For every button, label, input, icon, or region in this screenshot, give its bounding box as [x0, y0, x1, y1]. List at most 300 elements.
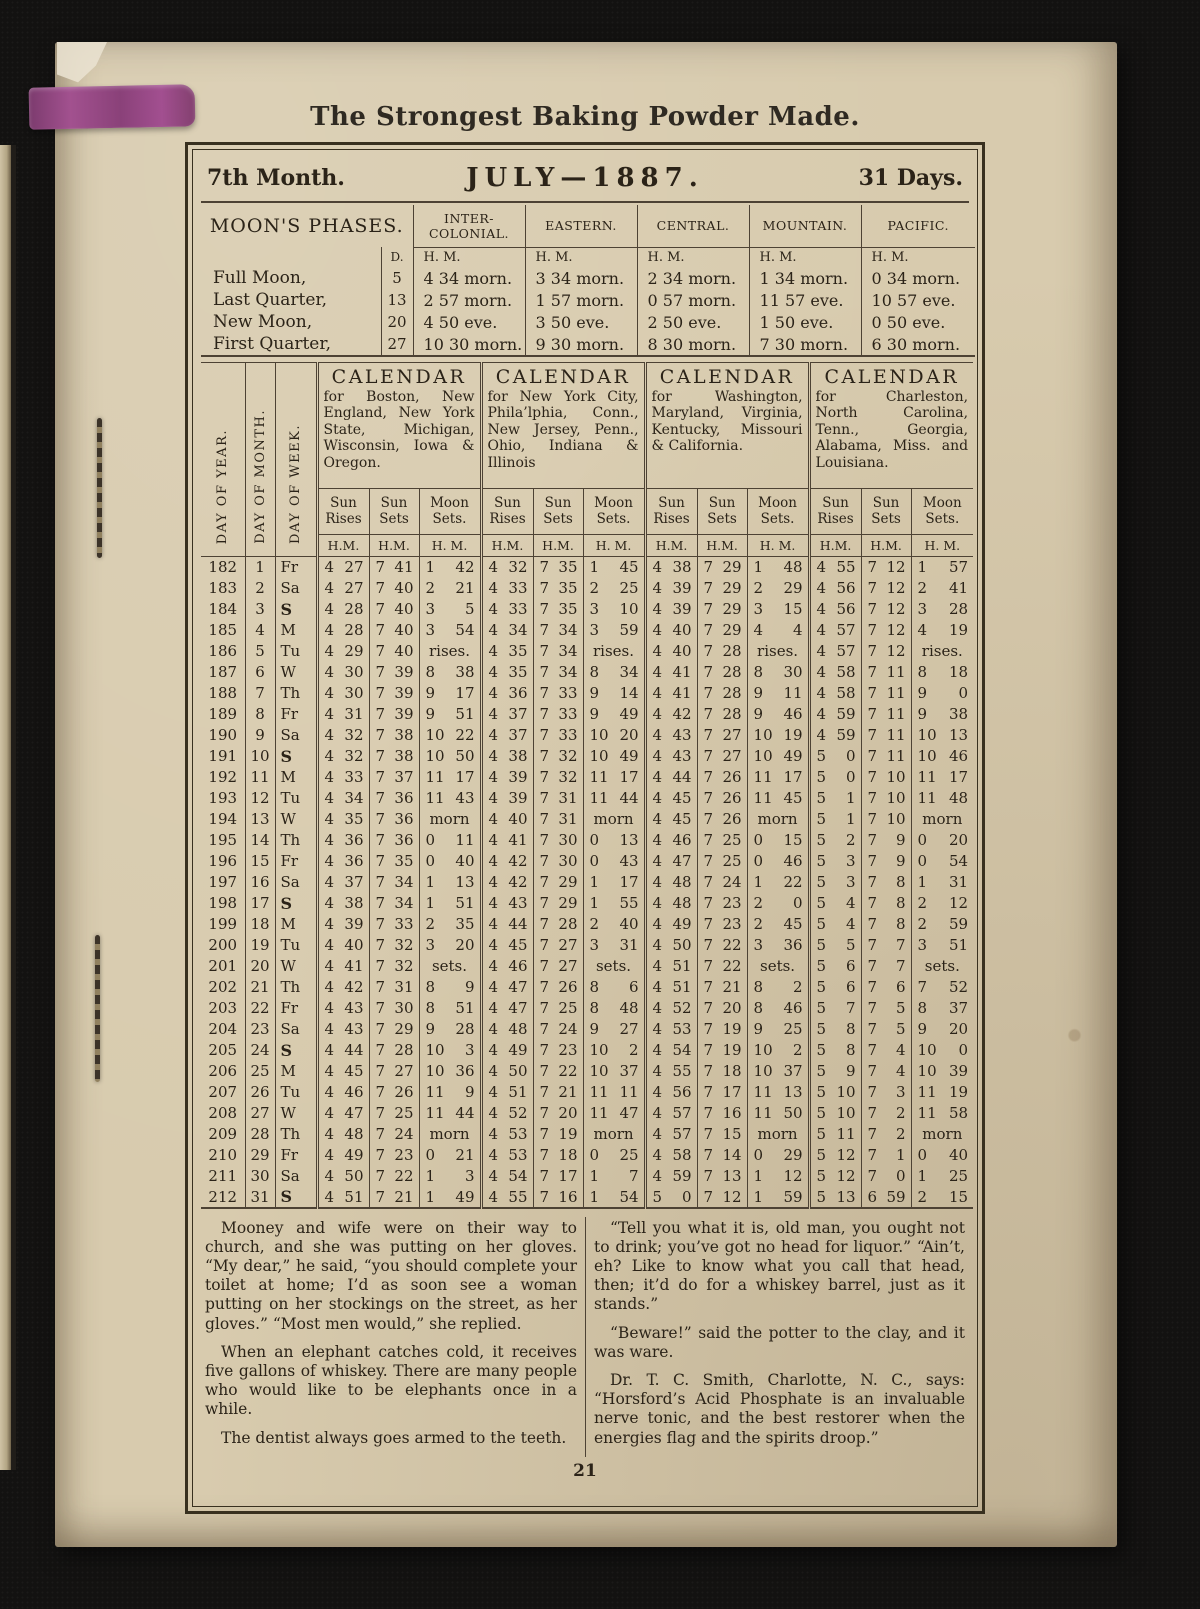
calendar-time-cell: 1 25	[911, 1166, 973, 1187]
day-of-year-cell: 209	[208, 1125, 238, 1143]
calendar-time-cell: 7 8	[861, 872, 911, 893]
calendar-day-row	[201, 1040, 973, 1061]
calendar-time-cell: 4 39	[645, 578, 697, 599]
calendar-time-cell: 4 39	[481, 788, 533, 809]
calendar-time-cell: 11 17	[583, 767, 645, 788]
moon-phase-name: Last Quarter,	[213, 290, 328, 310]
calendar-time-cell: 9 25	[747, 1019, 809, 1040]
calendar-day-row	[201, 683, 973, 704]
calendar-time-cell: 3 5	[419, 599, 481, 620]
moon-phase-time: 3 50 eve.	[525, 311, 637, 333]
day-of-week-cell: W	[275, 1103, 317, 1124]
moon-day-header: D.	[381, 247, 413, 267]
day-of-week-cell: S	[275, 599, 317, 620]
calendar-time-cell: 4 46	[645, 830, 697, 851]
moon-phase-time: 11 57 eve.	[749, 289, 861, 311]
calendar-time-cell: 7 41	[369, 557, 419, 578]
calendar-time-cell: 0 43	[583, 851, 645, 872]
calendar-time-cell: 2 59	[911, 914, 973, 935]
day-of-month-cell: 28	[245, 1124, 275, 1145]
calendar-time-cell: 3 20	[419, 935, 481, 956]
binding-stitch	[95, 935, 100, 1082]
calendar-time-cell: rises.	[911, 641, 973, 662]
calendar-time-cell: 7 2	[861, 1103, 911, 1124]
calendar-day-row	[201, 788, 973, 809]
day-of-year-cell: 189	[208, 705, 238, 723]
day-of-year-cell: 208	[208, 1104, 238, 1122]
calendar-time-cell: 7 25	[369, 1103, 419, 1124]
calendar-day-row	[201, 1061, 973, 1082]
calendar-time-cell: 1 22	[747, 872, 809, 893]
calendar-time-cell: 4 58	[645, 1145, 697, 1166]
calendar-time-cell: 4 56	[645, 1082, 697, 1103]
moon-phase-row	[201, 333, 975, 356]
day-of-month-cell: 9	[245, 725, 275, 746]
calendar-time-cell: 10 39	[911, 1061, 973, 1082]
calendar-day-row	[201, 1082, 973, 1103]
calendar-time-cell: 11 58	[911, 1103, 973, 1124]
calendar-time-cell: 9 46	[747, 704, 809, 725]
calendar-time-cell: 7 21	[369, 1187, 419, 1208]
day-of-week-cell: Th	[275, 1124, 317, 1145]
moon-phase-time: 0 57 morn.	[637, 289, 749, 311]
calendar-time-cell: 10 20	[583, 725, 645, 746]
calendar-time-cell: 7 1	[861, 1145, 911, 1166]
day-of-year-cell: 199	[208, 915, 238, 933]
calendar-time-cell: 7 30	[533, 851, 583, 872]
day-of-year-cell: 192	[208, 768, 238, 786]
day-of-year-cell: 202	[208, 978, 238, 996]
calendar-time-cell: 4 41	[645, 662, 697, 683]
calendar-day-row	[201, 746, 973, 767]
day-of-week-cell: Fr	[275, 1145, 317, 1166]
calendar-time-cell: morn	[583, 1124, 645, 1145]
calendar-time-cell: morn	[583, 809, 645, 830]
calendar-time-cell: 7 37	[369, 767, 419, 788]
calendar-time-cell: 4 54	[481, 1166, 533, 1187]
calendar-time-cell: morn	[911, 809, 973, 830]
calendar-time-cell: 7 29	[533, 872, 583, 893]
calendar-time-cell: 11 48	[911, 788, 973, 809]
day-of-year-cell: 184	[208, 600, 238, 618]
calendar-time-cell: 4 47	[317, 1103, 369, 1124]
calendar-time-cell: 7 22	[369, 1166, 419, 1187]
day-of-month-cell: 16	[245, 872, 275, 893]
anecdote-paragraph: When an elephant catches cold, it receives five gallons of whiskey. There are many people who would like to be elephants once in a while.	[205, 1342, 577, 1419]
calendar-time-cell: 4 59	[809, 704, 861, 725]
column-header: Sun Sets	[697, 489, 747, 535]
calendar-time-cell: 5 10	[809, 1082, 861, 1103]
calendar-day-row	[201, 1124, 973, 1145]
day-of-month-cell: 20	[245, 956, 275, 977]
day-of-year-cell: 211	[208, 1167, 238, 1185]
calendar-time-cell: 7 24	[533, 1019, 583, 1040]
calendar-time-cell: 4 19	[911, 620, 973, 641]
ribbon-bookmark	[29, 84, 196, 129]
moon-zone-header: PACIFIC.	[861, 205, 975, 247]
calendar-time-cell: 5 0	[809, 746, 861, 767]
hm-header: H.M.	[317, 535, 369, 557]
calendar-time-cell: 7 39	[369, 662, 419, 683]
calendar-time-cell: morn	[747, 809, 809, 830]
calendar-time-cell: 0 54	[911, 851, 973, 872]
day-of-year-cell: 188	[208, 684, 238, 702]
day-of-month-cell: 15	[245, 851, 275, 872]
calendar-time-cell: 4 31	[317, 704, 369, 725]
day-of-year-cell: 187	[208, 663, 238, 681]
calendar-time-cell: 7 28	[697, 641, 747, 662]
calendar-time-cell: 5 12	[809, 1166, 861, 1187]
calendar-time-cell: 4 35	[317, 809, 369, 830]
calendar-time-cell: 7 11	[861, 683, 911, 704]
calendar-time-cell: 7 11	[861, 725, 911, 746]
calendar-time-cell: 7 15	[697, 1124, 747, 1145]
calendar-time-cell: 0 29	[747, 1145, 809, 1166]
calendar-time-cell: 5 1	[809, 809, 861, 830]
calendar-time-cell: 4 56	[809, 578, 861, 599]
calendar-day-row	[201, 809, 973, 830]
calendar-day-row	[201, 767, 973, 788]
calendar-time-cell: 7 22	[533, 1061, 583, 1082]
calendar-time-cell: 2 15	[911, 1187, 973, 1208]
calendar-time-cell: 7 30	[369, 998, 419, 1019]
calendar-time-cell: 7 12	[861, 641, 911, 662]
moon-phase-time: 0 50 eve.	[861, 311, 975, 333]
calendar-time-cell: 4 47	[481, 977, 533, 998]
calendar-time-cell: 7 27	[697, 746, 747, 767]
calendar-time-cell: 7 28	[697, 683, 747, 704]
day-of-month-cell: 24	[245, 1040, 275, 1061]
calendar-time-cell: 7 31	[533, 809, 583, 830]
calendar-time-cell: 11 17	[911, 767, 973, 788]
calendar-time-cell: 4 40	[317, 935, 369, 956]
calendar-time-cell: 4 54	[645, 1040, 697, 1061]
calendar-time-cell: 2 29	[747, 578, 809, 599]
anecdote-paragraph: Dr. T. C. Smith, Charlotte, N. C., says: “Horsford’s Acid Phosphate is an invaluable nerve tonic, and the best restorer when the energies flag and the spirits droop.”	[594, 1371, 965, 1447]
calendar-time-cell: 4 58	[809, 662, 861, 683]
day-of-week-cell: M	[275, 620, 317, 641]
calendar-time-cell: 5 5	[809, 935, 861, 956]
calendar-time-cell: 7 39	[369, 704, 419, 725]
day-of-year-cell: 203	[208, 999, 238, 1017]
calendar-time-cell: 4 49	[645, 914, 697, 935]
calendar-time-cell: 0 25	[583, 1145, 645, 1166]
day-of-year-cell: 193	[208, 789, 238, 807]
calendar-time-cell: 7 36	[369, 809, 419, 830]
calendar-time-cell: 1 3	[419, 1166, 481, 1187]
calendar-time-cell: 1 54	[583, 1187, 645, 1208]
calendar-time-cell: 7 11	[861, 704, 911, 725]
calendar-time-cell: 5 8	[809, 1019, 861, 1040]
calendar-time-cell: 8 6	[583, 977, 645, 998]
calendar-time-cell: 7 31	[369, 977, 419, 998]
calendar-time-cell: 4 28	[317, 599, 369, 620]
calendar-time-cell: 4 32	[481, 557, 533, 578]
calendar-time-cell: 7 13	[697, 1166, 747, 1187]
moon-hm-header: H. M.	[861, 247, 975, 267]
rotated-header: DAY OF WEEK.	[275, 363, 317, 557]
calendar-time-cell: 5 2	[809, 830, 861, 851]
day-of-month-cell: 4	[245, 620, 275, 641]
calendar-time-cell: 7 38	[369, 746, 419, 767]
calendar-time-cell: 1 51	[419, 893, 481, 914]
calendar-group-header	[809, 363, 973, 489]
calendar-time-cell: 7 26	[369, 1082, 419, 1103]
calendar-group-header-row	[201, 363, 973, 489]
calendar-time-cell: 9 20	[911, 1019, 973, 1040]
calendar-time-cell: 7 34	[533, 620, 583, 641]
calendar-time-cell: 7 28	[697, 704, 747, 725]
calendar-time-cell: 4 48	[645, 893, 697, 914]
calendar-time-cell: 7 40	[369, 641, 419, 662]
calendar-time-cell: 7 23	[533, 1040, 583, 1061]
calendar-time-cell: 11 50	[747, 1103, 809, 1124]
day-of-year-cell: 195	[208, 831, 238, 849]
calendar-time-cell: 7 32	[369, 935, 419, 956]
calendar-day-row	[201, 893, 973, 914]
anecdote-paragraph: The dentist always goes armed to the teeth.	[221, 1428, 567, 1447]
calendar-time-cell: 4 41	[645, 683, 697, 704]
day-of-week-cell: S	[275, 1187, 317, 1208]
calendar-group-title: CALENDAR	[495, 366, 631, 388]
day-of-week-cell: Th	[275, 977, 317, 998]
calendar-day-row	[201, 704, 973, 725]
calendar-time-cell: 2 45	[747, 914, 809, 935]
hm-header: H. M.	[911, 535, 973, 557]
hm-header: H.M.	[533, 535, 583, 557]
day-of-year-cell: 205	[208, 1041, 238, 1059]
moon-hm-header: H. M.	[749, 247, 861, 267]
calendar-time-cell: 4 45	[317, 1061, 369, 1082]
calendar-time-cell: 7 27	[369, 1061, 419, 1082]
calendar-time-cell: 7 21	[533, 1082, 583, 1103]
calendar-time-cell: 9 51	[419, 704, 481, 725]
calendar-time-cell: 4 45	[481, 935, 533, 956]
calendar-time-cell: 6 59	[861, 1187, 911, 1208]
calendar-time-cell: 10 22	[419, 725, 481, 746]
calendar-time-cell: 8 37	[911, 998, 973, 1019]
day-of-year-cell: 204	[208, 1020, 238, 1038]
hm-header: H.M.	[369, 535, 419, 557]
anecdote-paragraph: “Beware!” said the potter to the clay, and it was ware.	[594, 1323, 965, 1361]
calendar-time-cell: 7 29	[697, 557, 747, 578]
month-label: 7th Month.	[207, 165, 345, 191]
day-of-week-cell: W	[275, 662, 317, 683]
calendar-day-row	[201, 620, 973, 641]
calendar-time-cell: 7 23	[697, 914, 747, 935]
hm-header: H.M.	[861, 535, 911, 557]
calendar-time-cell: 7 33	[533, 704, 583, 725]
anecdote-paragraph: Mooney and wife were on their way to church, and she was putting on her gloves. “My dear,” he said, “you should complete your toilet at home; I’d as soon see a woman putting on her stockings on the street, as her gloves.” “Most men would,” she replied.	[205, 1218, 577, 1333]
calendar-time-cell: 3 51	[911, 935, 973, 956]
calendar-time-cell: 7 28	[697, 662, 747, 683]
calendar-time-cell: 4 4	[747, 620, 809, 641]
calendar-time-cell: 3 54	[419, 620, 481, 641]
moon-phase-time: 2 34 morn.	[637, 267, 749, 289]
calendar-time-cell: 4 30	[317, 683, 369, 704]
calendar-time-cell: 0 11	[419, 830, 481, 851]
moon-hm-header: H. M.	[637, 247, 749, 267]
calendar-time-cell: 4 46	[481, 956, 533, 977]
calendar-time-cell: 7 29	[369, 1019, 419, 1040]
calendar-time-cell: 10 19	[747, 725, 809, 746]
day-of-month-cell: 26	[245, 1082, 275, 1103]
day-of-week-cell: M	[275, 1061, 317, 1082]
day-of-week-cell: W	[275, 956, 317, 977]
calendar-time-cell: 7 22	[697, 956, 747, 977]
calendar-time-cell: 2 12	[911, 893, 973, 914]
calendar-time-cell: 7 0	[861, 1166, 911, 1187]
column-header: Sun Rises	[645, 489, 697, 535]
calendar-time-cell: 7 22	[697, 935, 747, 956]
calendar-time-cell: 7 36	[369, 830, 419, 851]
calendar-time-cell: 8 38	[419, 662, 481, 683]
calendar-time-cell: 7 33	[533, 683, 583, 704]
moon-phase-row	[201, 289, 975, 311]
calendar-time-cell: 10 2	[583, 1040, 645, 1061]
moon-phase-day: 13	[381, 289, 413, 311]
day-of-year-cell: 197	[208, 873, 238, 891]
calendar-time-cell: 7 32	[369, 956, 419, 977]
moon-phase-time: 0 34 morn.	[861, 267, 975, 289]
calendar-time-cell: 7 19	[697, 1040, 747, 1061]
calendar-time-cell: rises.	[419, 641, 481, 662]
calendar-day-row	[201, 578, 973, 599]
calendar-group-header	[481, 363, 645, 489]
day-of-week-cell: Sa	[275, 872, 317, 893]
calendar-group-header	[317, 363, 481, 489]
calendar-time-cell: 7 28	[369, 1040, 419, 1061]
day-of-week-cell: Sa	[275, 1166, 317, 1187]
calendar-time-cell: 4 43	[645, 725, 697, 746]
calendar-day-row	[201, 1103, 973, 1124]
moon-header-row	[201, 205, 975, 247]
calendar-time-cell: 9 49	[583, 704, 645, 725]
calendar-time-cell: 1 42	[419, 557, 481, 578]
calendar-time-cell: 9 14	[583, 683, 645, 704]
calendar-time-cell: 4 35	[481, 641, 533, 662]
calendar-time-cell: 10 46	[911, 746, 973, 767]
day-of-month-cell: 3	[245, 599, 275, 620]
calendar-time-cell: sets.	[419, 956, 481, 977]
calendar-time-cell: 7 8	[861, 893, 911, 914]
calendar-time-cell: 7 33	[533, 725, 583, 746]
calendar-time-cell: 7 26	[697, 767, 747, 788]
day-of-week-cell: Tu	[275, 641, 317, 662]
moon-phase-time: 1 57 morn.	[525, 289, 637, 311]
day-of-year-cell: 210	[208, 1146, 238, 1164]
calendar-time-cell: 4 40	[645, 641, 697, 662]
calendar-time-cell: 4 33	[317, 767, 369, 788]
moon-phase-time: 1 34 morn.	[749, 267, 861, 289]
calendar-time-cell: 4 38	[481, 746, 533, 767]
moon-phase-time: 6 30 morn.	[861, 333, 975, 356]
day-of-month-cell: 7	[245, 683, 275, 704]
column-header: Sun Rises	[809, 489, 861, 535]
calendar-time-cell: 7 9	[861, 830, 911, 851]
column-header: Moon Sets.	[419, 489, 481, 535]
calendar-time-cell: 4 42	[481, 872, 533, 893]
column-header: Sun Sets	[861, 489, 911, 535]
column-header: Sun Rises	[317, 489, 369, 535]
day-of-week-cell: M	[275, 767, 317, 788]
day-of-year-cell: 206	[208, 1062, 238, 1080]
calendar-time-cell: 4 55	[645, 1061, 697, 1082]
calendar-time-cell: 0 40	[911, 1145, 973, 1166]
calendar-time-cell: 7 3	[861, 1082, 911, 1103]
calendar-time-cell: 0 21	[419, 1145, 481, 1166]
calendar-time-cell: 4 39	[481, 767, 533, 788]
calendar-time-cell: 4 44	[645, 767, 697, 788]
calendar-time-cell: 4 36	[317, 830, 369, 851]
calendar-time-cell: 2 0	[747, 893, 809, 914]
calendar-time-cell: 1 17	[583, 872, 645, 893]
calendar-time-cell: rises.	[747, 641, 809, 662]
hm-header: H.M.	[697, 535, 747, 557]
calendar-group-title: CALENDAR	[659, 366, 795, 388]
column-header: Sun Sets	[369, 489, 419, 535]
calendar-time-cell: 7 28	[533, 914, 583, 935]
calendar-day-row	[201, 1187, 973, 1208]
calendar-hm-row	[201, 535, 973, 557]
calendar-time-cell: 4 44	[481, 914, 533, 935]
calendar-time-cell: 11 44	[583, 788, 645, 809]
calendar-time-cell: 7 2	[861, 1124, 911, 1145]
calendar-time-cell: rises.	[583, 641, 645, 662]
calendar-subheader-row	[201, 489, 973, 535]
calendar-time-cell: 7 9	[861, 851, 911, 872]
calendar-time-cell: 7 11	[861, 746, 911, 767]
calendar-time-cell: 7 38	[369, 725, 419, 746]
calendar-time-cell: 4 41	[317, 956, 369, 977]
anecdotes	[201, 1217, 969, 1457]
calendar-time-cell: 4 50	[481, 1061, 533, 1082]
calendar-time-cell: 7 16	[697, 1103, 747, 1124]
day-of-week-cell: S	[275, 893, 317, 914]
calendar-day-row	[201, 830, 973, 851]
calendar-time-cell: 4 39	[645, 599, 697, 620]
calendar-time-cell: 7 32	[533, 767, 583, 788]
day-of-month-cell: 10	[245, 746, 275, 767]
calendar-time-cell: 5 0	[809, 767, 861, 788]
moon-phase-time: 8 30 morn.	[637, 333, 749, 356]
calendar-time-cell: 7 26	[533, 977, 583, 998]
calendar-time-cell: 4 52	[481, 1103, 533, 1124]
calendar-time-cell: 7 26	[697, 809, 747, 830]
moon-phase-time: 3 34 morn.	[525, 267, 637, 289]
day-of-year-cell: 198	[208, 894, 238, 912]
calendar-day-row	[201, 872, 973, 893]
moon-phase-day: 20	[381, 311, 413, 333]
column-header: Moon Sets.	[747, 489, 809, 535]
day-of-month-cell: 21	[245, 977, 275, 998]
calendar-time-cell: 4 43	[317, 998, 369, 1019]
calendar-time-cell: 0 20	[911, 830, 973, 851]
calendar-time-cell: sets.	[583, 956, 645, 977]
calendar-time-cell: 4 53	[481, 1124, 533, 1145]
day-of-year-cell: 201	[208, 957, 238, 975]
calendar-time-cell: 11 9	[419, 1082, 481, 1103]
calendar-time-cell: 4 48	[317, 1124, 369, 1145]
calendar-time-cell: 4 45	[645, 788, 697, 809]
day-of-month-cell: 5	[245, 641, 275, 662]
calendar-time-cell: 4 57	[809, 641, 861, 662]
calendar-time-cell: 7 20	[697, 998, 747, 1019]
calendar-time-cell: 5 4	[809, 893, 861, 914]
moon-phase-time: 10 57 eve.	[861, 289, 975, 311]
calendar-time-cell: 10 49	[747, 746, 809, 767]
calendar-time-cell: 10 13	[911, 725, 973, 746]
